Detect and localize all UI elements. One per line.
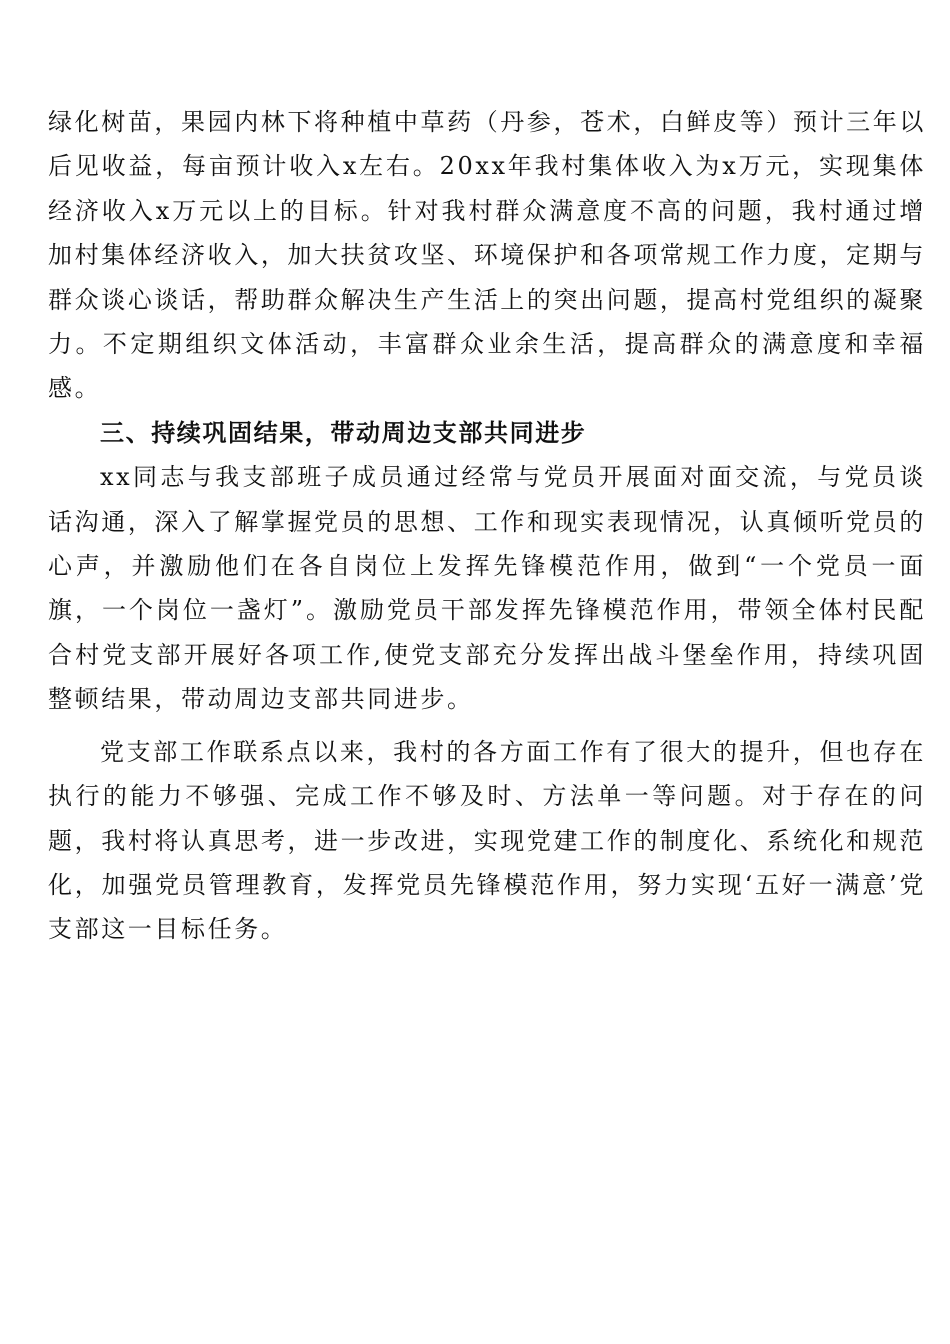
document-body: [48, 100, 926, 952]
paragraph-summary: 党支部工作联系点以来，我村的各方面工作有了很大的提升，但也存在执行的能力不够强、完成工作不够及时、方法单一等问题。对于存在的问题，我村将认真思考，进一步改进，实现党建工作的制度化、系统化和规范化，加强党员管理教育，发挥党员先锋模范作用，努力实现‘五好一满意’党支部这一目标任务。: [48, 737, 926, 944]
section-heading: 三、持续巩固结果，带动周边支部共同进步: [100, 418, 587, 447]
paragraph-continuation: 绿化树苗，果园内林下将种植中草药（丹参，苍术，白鲜皮等）预计三年以后见收益，每亩预计收入x左右。20xx年我村集体收入为x万元，实现集体经济收入x万元以上的目标。针对我村群众满意度不高的问题，我村通过增加村集体经济收入，加大扶贫攻坚、环境保护和各项常规工作力度，定期与群众谈心谈话，帮助群众解决生产生活上的突出问题，提高村党组织的凝聚力。不定期组织文体活动，丰富群众业余生活，提高群众的满意度和幸福感。: [48, 108, 926, 403]
paragraph-consolidate-results: xx同志与我支部班子成员通过经常与党员开展面对面交流，与党员谈话沟通，深入了解掌握党员的思想、工作和现实表现情况，认真倾听党员的心声，并激励他们在各自岗位上发挥先锋模范作用，做到“一个党员一面旗，一个岗位一盏灯”。激励党员干部发挥先锋模范作用，带领全体村民配合村党支部开展好各项工作,使党支部充分发挥出战斗堡垒作用，持续巩固整顿结果，带动周边支部共同进步。: [48, 463, 926, 714]
